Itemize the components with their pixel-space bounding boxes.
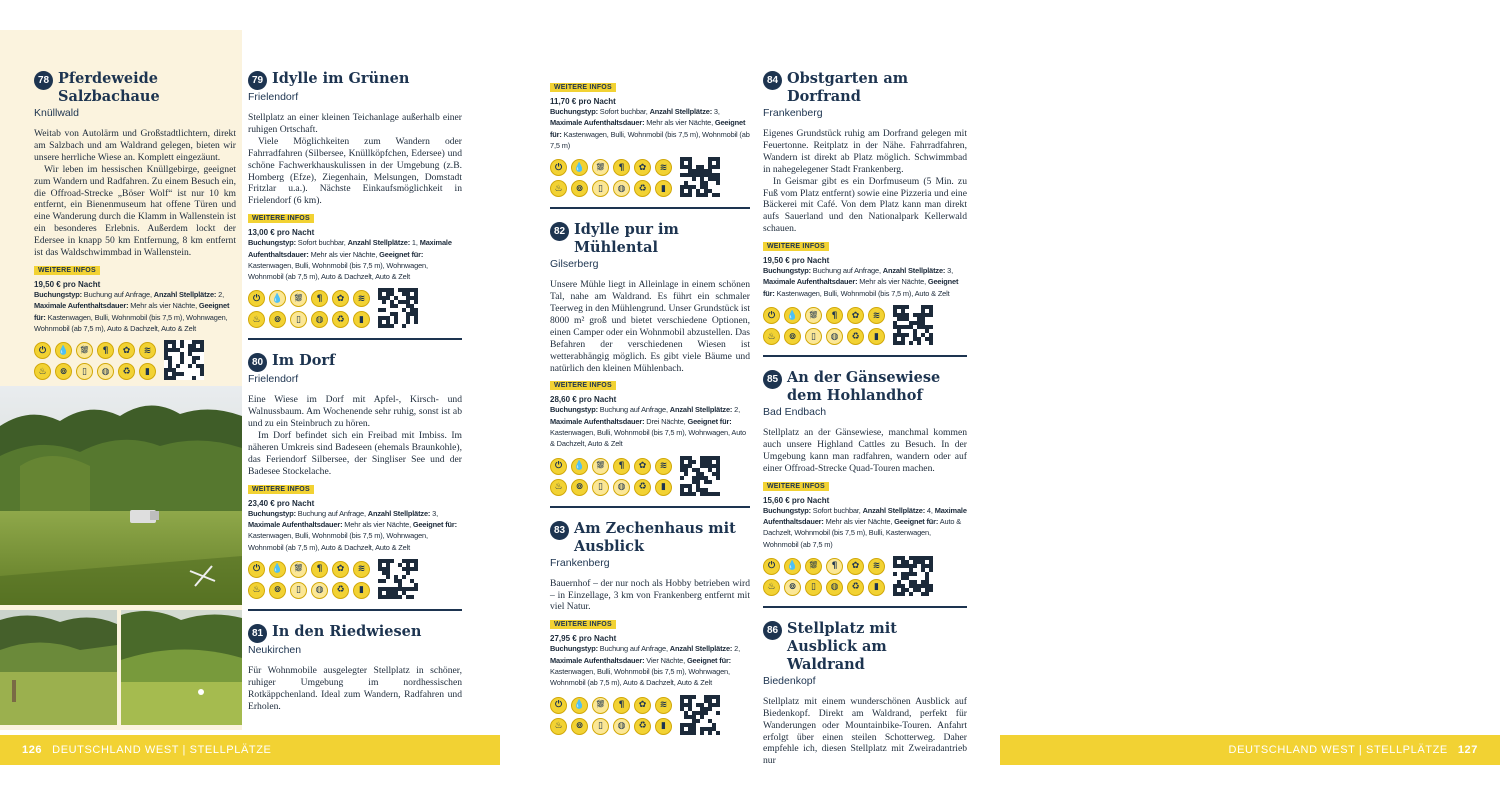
entry-text: Eine Wiese im Dorf mit Apfel-, Kirsch- und Walnussbaum. Am Wochenende sehr ruhig, sonst ist ab und zu ein Steinbruch zu hören. [248, 394, 462, 430]
signal-icon: ▮ [353, 311, 370, 328]
entry-80 [248, 352, 462, 599]
power-icon: ⏻ [550, 159, 567, 176]
divider [763, 606, 967, 608]
wifi-icon: ≋ [353, 290, 370, 307]
trash-icon: ▯ [592, 479, 609, 496]
shower-icon: ⛆ [805, 307, 822, 324]
column-3 [550, 76, 750, 732]
pets-icon: ✿ [634, 697, 651, 714]
footer-left [0, 735, 500, 765]
entry-title: Obstgarten am Dorfrand [787, 70, 909, 105]
entry-text: Für Wohnmobile ausgelegter Stellplatz in schöner, ruhiger Umgebung im nordhessischen Rotkäppchenland. Ideal zum Wandern, Radfahren und Erholen. [248, 664, 462, 712]
signal-icon: ▮ [139, 363, 156, 380]
divider [550, 207, 750, 209]
toilet-icon: ¶ [613, 458, 630, 475]
price: 19,50 € pro Nacht [763, 256, 830, 266]
water-icon: 💧 [784, 307, 801, 324]
waste-water-icon: ⊚ [269, 582, 286, 599]
entry-text: In Geismar gibt es ein Dorfmuseum (5 Min. zu Fuß vom Platz entfernt) sowie eine Pizzeria und eine Bäckerei mit Café. Von dem Platz kann man direkt aufs Sauerland und den Nationalpark Kellerwald schauen. [763, 175, 967, 235]
qr-code[interactable] [378, 559, 418, 599]
section-title: DEUTSCHLAND WEST | STELLPLÄTZE [1228, 744, 1448, 756]
toilet-icon: ¶ [311, 561, 328, 578]
entry-81-continued [550, 76, 750, 197]
entry-number: 80 [248, 353, 267, 372]
shower-icon: ⛆ [592, 458, 609, 475]
amenities [34, 340, 236, 380]
section-title: DEUTSCHLAND WEST | STELLPLÄTZE [52, 744, 272, 756]
entry-83 [550, 520, 750, 735]
shower-icon: ⛆ [592, 159, 609, 176]
entry-number: 84 [763, 71, 782, 90]
campfire-icon: ♨ [248, 311, 265, 328]
entry-number: 82 [550, 222, 569, 241]
entry-title: Stellplatz mit Ausblick am Waldrand [787, 619, 897, 673]
power-icon: ⏻ [34, 342, 51, 359]
campfire-icon: ♨ [248, 582, 265, 599]
entry-number: 86 [763, 621, 782, 640]
price: 13,00 € pro Nacht [248, 228, 315, 238]
trash-icon: ▯ [290, 311, 307, 328]
price: 19,50 € pro Nacht [34, 279, 101, 289]
recycling-icon: ♻ [634, 718, 651, 735]
entry-84 [763, 70, 967, 345]
power-icon: ⏻ [763, 558, 780, 575]
page-number: 126 [22, 744, 43, 756]
weitere-infos-badge: WEITERE INFOS [550, 381, 616, 390]
entry-location: Knüllwald [34, 107, 79, 119]
dishwashing-icon: ◍ [826, 328, 843, 345]
wifi-icon: ≋ [655, 458, 672, 475]
trash-icon: ▯ [805, 579, 822, 596]
entry-location: Biedenkopf [763, 674, 816, 687]
qr-code[interactable] [164, 340, 204, 380]
toilet-icon: ¶ [311, 290, 328, 307]
water-icon: 💧 [269, 561, 286, 578]
divider [763, 355, 967, 357]
signal-icon: ▮ [868, 328, 885, 345]
campfire-icon: ♨ [34, 363, 51, 380]
entry-title: An der Gänsewiese dem Hohlandhof [787, 369, 941, 405]
campfire-icon: ♨ [550, 479, 567, 496]
booking-info: Buchungstyp: Sofort buchbar, Anzahl Stellplätze: 1, Maximale Aufenthaltsdauer: Mehr als vier Nächte, Geeignet für: Kastenwagen, Bulli, Wohnmobil (bis 7,5 m), Wohnwagen, Wohnmobil (ab 7,5 m), Auto & Dachzelt, Auto & Zelt [248, 238, 452, 282]
entry-text: Stellplatz an der Gänsewiese, manchmal kommen auch unsere Highland Cattles zu Besuch. In der Umgebung kann man radfahren, wandern oder auf einer Offroad-Strecke Quad-Touren machen. [763, 427, 967, 474]
entry-text: Weitab von Autolärm und Großstadtlichtern, direkt am Salzbach und am Waldrand gelegen, bieten wir unsere herrliche Wiese an. Komplett eingezäunt. [34, 128, 236, 163]
shower-icon: ⛆ [592, 697, 609, 714]
entry-text: Stellplatz mit einem wunderschönen Ausblick auf Biedenkopf. Direkt am Waldrand, perfekt für Wanderungen oder Mountainbike-Touren. Anfahrt erfolgt über einen steilen Schotterweg. Daher empfehle ich, diesen Stellplatz mit Zweiradantrieb nur [763, 695, 967, 767]
campfire-icon: ♨ [763, 328, 780, 345]
power-icon: ⏻ [550, 458, 567, 475]
entry-number: 78 [34, 71, 53, 90]
entry-location: Gilserberg [550, 258, 599, 271]
water-icon: 💧 [55, 342, 72, 359]
dishwashing-icon: ◍ [613, 479, 630, 496]
wifi-icon: ≋ [655, 159, 672, 176]
recycling-icon: ♻ [332, 582, 349, 599]
dishwashing-icon: ◍ [613, 180, 630, 197]
entry-86 [763, 620, 967, 767]
booking-info: Buchungstyp: Buchung auf Anfrage, Anzahl Stellplätze: 2, Maximale Aufenthaltsdauer: Mehr als vier Nächte, Geeignet für: Kastenwagen, Bulli, Wohnmobil (bis 7,5 m), Wohnwagen, Wohnmobil (ab 7,5 m), Auto & Dachzelt, Auto & Zelt [34, 289, 230, 333]
booking-info: Buchungstyp: Buchung auf Anfrage, Anzahl Stellplätze: 2, Maximale Aufenthaltsdauer: Drei Nächte, Geeignet für: Kastenwagen, Bulli, Wohnmobil (bis 7,5 m), Wohnwagen, Auto & Dachzelt, Auto & Zelt [550, 405, 747, 449]
power-icon: ⏻ [248, 290, 265, 307]
power-icon: ⏻ [763, 307, 780, 324]
entry-title: Im Dorf [272, 352, 336, 370]
entry-title: Idylle pur im Mühlental [574, 221, 679, 257]
weitere-infos-badge: WEITERE INFOS [550, 620, 616, 629]
campfire-icon: ♨ [550, 718, 567, 735]
page-number: 127 [1457, 744, 1478, 756]
pets-icon: ✿ [118, 342, 135, 359]
entry-85 [763, 369, 967, 596]
water-icon: 💧 [571, 697, 588, 714]
price: 27,95 € pro Nacht [550, 634, 617, 644]
pets-icon: ✿ [332, 561, 349, 578]
toilet-icon: ¶ [826, 307, 843, 324]
divider [248, 609, 462, 611]
amenities [550, 695, 750, 735]
signal-icon: ▮ [868, 579, 885, 596]
shower-icon: ⛆ [76, 342, 93, 359]
toilet-icon: ¶ [97, 342, 114, 359]
trash-icon: ▯ [76, 363, 93, 380]
waste-water-icon: ⊚ [269, 311, 286, 328]
entry-location: Frielendorf [248, 91, 299, 103]
trash-icon: ▯ [805, 328, 822, 345]
dishwashing-icon: ◍ [311, 311, 328, 328]
pets-icon: ✿ [332, 290, 349, 307]
column-2 [248, 70, 462, 710]
signal-icon: ▮ [655, 180, 672, 197]
price: 28,60 € pro Nacht [550, 395, 617, 405]
entry-title: In den Riedwiesen [272, 622, 422, 640]
booking-info: Buchungstyp: Buchung auf Anfrage, Anzahl Stellplätze: 3, Maximale Aufenthaltsdauer: Mehr als vier Nächte, Geeignet für: Kastenwagen, Bulli, Wohnmobil (bis 7,5 m), Auto & Zelt [763, 266, 959, 298]
entry-text: Eigenes Grundstück ruhig am Dorfrand gelegen mit Feuertonne. Reitplatz in der Nähe. Fahrradfahren, Wandern ist direkt ab Platz möglich. Schwimmbad in nahegelegener Stadt Frankenberg. [763, 128, 967, 175]
water-icon: 💧 [571, 159, 588, 176]
wifi-icon: ≋ [868, 307, 885, 324]
entry-title: Pferdeweide Salzbachaue [58, 70, 160, 105]
weitere-infos-badge: WEITERE INFOS [763, 242, 829, 251]
photo-field-left [0, 610, 117, 725]
entry-location: Frankenberg [763, 107, 823, 119]
water-icon: 💧 [269, 290, 286, 307]
waste-water-icon: ⊚ [55, 363, 72, 380]
entry-title: Idylle im Grünen [272, 70, 410, 87]
qr-code[interactable] [378, 288, 418, 328]
booking-info: Buchungstyp: Buchung auf Anfrage, Anzahl Stellplätze: 2, Maximale Aufenthaltsdauer: Vier Nächte, Geeignet für: Kastenwagen, Bulli, Wohnmobil (bis 7,5 m), Wohnwagen, Wohnmobil (ab 7,5 m), Auto & Dachzelt, Auto & Zelt [550, 644, 741, 688]
toilet-icon: ¶ [613, 159, 630, 176]
price: 11,70 € pro Nacht [550, 97, 616, 106]
weitere-infos-badge: WEITERE INFOS [550, 83, 616, 92]
entry-text: Wir leben im hessischen Knüllgebirge, geeignet zum Wandern und Radfahren. Zu einem Besuch ein, die Offroad-Strecke „Böser Wolf“ ist nur 10 km entfernt, ein Bienenmuseum hat offene Türen und eine Wanderung durch die Klamm in Wallenstein ist ein besonderes Erlebnis. Außerdem lockt der Edersee in knapp 50 km Entfernung, 8 km entfernt ist das Waldschwimmbad in Wallenstein. [34, 163, 236, 259]
entry-79 [248, 70, 462, 328]
dishwashing-icon: ◍ [826, 579, 843, 596]
footer-right [1000, 735, 1500, 765]
price: 15,60 € pro Nacht [763, 495, 830, 505]
qr-code[interactable] [893, 556, 933, 596]
weitere-infos-badge: WEITERE INFOS [248, 485, 314, 494]
wifi-icon: ≋ [868, 558, 885, 575]
pets-icon: ✿ [634, 159, 651, 176]
amenities [763, 305, 967, 345]
photo-meadow-forest [0, 386, 242, 605]
pets-icon: ✿ [847, 558, 864, 575]
pets-icon: ✿ [847, 307, 864, 324]
divider [248, 338, 462, 340]
entry-location: Frielendorf [248, 373, 299, 386]
entry-text: Bauernhof – der nur noch als Hobby betrieben wird – in Einzellage, 3 km von Frankenberg entfernt mit viel Natur. [550, 577, 750, 613]
dishwashing-icon: ◍ [311, 582, 328, 599]
campfire-icon: ♨ [550, 180, 567, 197]
power-icon: ⏻ [248, 561, 265, 578]
dishwashing-icon: ◍ [613, 718, 630, 735]
wifi-icon: ≋ [139, 342, 156, 359]
power-icon: ⏻ [550, 697, 567, 714]
recycling-icon: ♻ [847, 579, 864, 596]
water-icon: 💧 [571, 458, 588, 475]
entry-text: Stellplatz an einer kleinen Teichanlage außerhalb einer ruhigen Ortschaft. [248, 112, 462, 135]
trash-icon: ▯ [592, 180, 609, 197]
booking-info: Buchungstyp: Buchung auf Anfrage, Anzahl Stellplätze: 3, Maximale Aufenthaltsdauer: Mehr als vier Nächte, Geeignet für: Kastenwagen, Bulli, Wohnmobil (bis 7,5 m), Wohnwagen, Wohnmobil (ab 7,5 m), Auto & Dachzelt, Auto & Zelt [248, 508, 457, 552]
weitere-infos-badge: WEITERE INFOS [763, 482, 829, 491]
waste-water-icon: ⊚ [571, 180, 588, 197]
shower-icon: ⛆ [290, 290, 307, 307]
booking-info: Buchungstyp: Sofort buchbar, Anzahl Stellplätze: 4, Maximale Aufenthaltsdauer: Mehr als vier Nächte, Geeignet für: Auto & Dachzelt, Wohnmobil (bis 7,5 m), Bulli, Kastenwagen, Wohnmobil (ab 7,5 m) [763, 505, 967, 549]
dishwashing-icon: ◍ [97, 363, 114, 380]
entry-text: Im Dorf befindet sich ein Freibad mit Imbiss. Im näheren Umkreis sind Badeseen (ehemals Braunkohle), das Feriendorf Silbersee, der Singliser See und der Badesee Stockelache. [248, 430, 462, 477]
photo-field-right [121, 610, 242, 725]
weitere-infos-badge: WEITERE INFOS [248, 214, 314, 223]
trash-icon: ▯ [290, 582, 307, 599]
recycling-icon: ♻ [634, 180, 651, 197]
waste-water-icon: ⊚ [571, 718, 588, 735]
shower-icon: ⛆ [805, 558, 822, 575]
amenities [248, 559, 462, 599]
entry-text: Unsere Mühle liegt in Alleinlage in einem schönen Tal, nahe am Waldrand. Es führt ein schmaler Teerweg in den Mühlengrund. Unser Grundstück ist 8000 m² groß und bietet verschiedene Optionen, einen Camper oder ein Wohnmobil abzustellen. Das Befahren der verschiedenen Wiesen ist wetterabhängig möglich. Es gibt viele Bäume und natürlich den kleinen Mühlenbach. [550, 279, 750, 374]
amenities [248, 288, 462, 328]
entry-number: 79 [248, 71, 267, 90]
qr-code[interactable] [893, 305, 933, 345]
qr-code[interactable] [680, 157, 720, 197]
column-4 [763, 70, 967, 767]
booking-info: Buchungstyp: Sofort buchbar, Anzahl Stellplätze: 3, Maximale Aufenthaltsdauer: Mehr als vier Nächte, Geeignet für: Kastenwagen, Bulli, Wohnmobil (bis 7,5 m), Wohnmobil (ab 7,5 m) [550, 107, 750, 150]
shower-icon: ⛆ [290, 561, 307, 578]
recycling-icon: ♻ [118, 363, 135, 380]
waste-water-icon: ⊚ [784, 328, 801, 345]
price: 23,40 € pro Nacht [248, 498, 315, 508]
recycling-icon: ♻ [332, 311, 349, 328]
entry-location: Frankenberg [550, 556, 610, 569]
left-page [0, 0, 500, 800]
waste-water-icon: ⊚ [571, 479, 588, 496]
signal-icon: ▮ [353, 582, 370, 599]
qr-code[interactable] [680, 695, 720, 735]
amenities [550, 157, 750, 197]
trash-icon: ▯ [592, 718, 609, 735]
entry-number: 83 [550, 521, 569, 540]
waste-water-icon: ⊚ [784, 579, 801, 596]
wifi-icon: ≋ [655, 697, 672, 714]
entry-78 [34, 70, 236, 380]
signal-icon: ▮ [655, 479, 672, 496]
right-page [500, 0, 1478, 800]
recycling-icon: ♻ [634, 479, 651, 496]
toilet-icon: ¶ [613, 697, 630, 714]
qr-code[interactable] [680, 456, 720, 496]
entry-location: Bad Endbach [763, 406, 827, 419]
entry-text: Viele Möglichkeiten zum Wandern oder Fahrradfahren (Silbersee, Knüllköpfchen, Edersee) und schöne Fachwerkhauskulissen in der Umgebung (z.B. Homberg (Efze), Ziegenhain, Melsungen, Domstadt Fritzlar u.a.). Nächste Einkaufsmöglichkeit in Frielendorf (6 km). [248, 135, 462, 207]
entry-location: Neukirchen [248, 643, 302, 656]
divider [550, 506, 750, 508]
amenities [763, 556, 967, 596]
toilet-icon: ¶ [826, 558, 843, 575]
campfire-icon: ♨ [763, 579, 780, 596]
entry-number: 81 [248, 624, 267, 643]
entry-title: Am Zechenhaus mit Ausblick [574, 519, 736, 555]
signal-icon: ▮ [655, 718, 672, 735]
entry-number: 85 [763, 370, 782, 389]
water-icon: 💧 [784, 558, 801, 575]
column-1 [34, 70, 236, 382]
entry-81 [248, 623, 462, 713]
weitere-infos-badge: WEITERE INFOS [34, 266, 100, 275]
wifi-icon: ≋ [353, 561, 370, 578]
entry-82 [550, 221, 750, 495]
pets-icon: ✿ [634, 458, 651, 475]
amenities [550, 456, 750, 496]
recycling-icon: ♻ [847, 328, 864, 345]
